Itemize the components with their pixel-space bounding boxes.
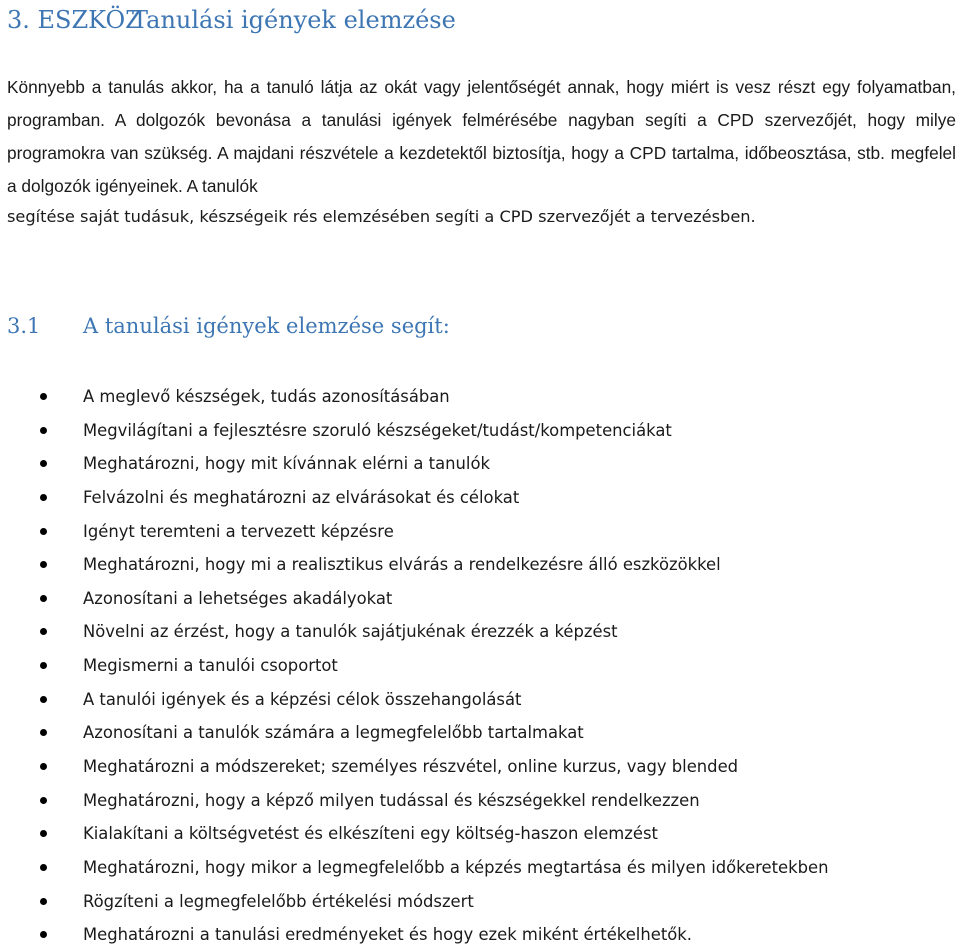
bullet-dot-icon — [40, 628, 47, 635]
bullet-dot-icon — [40, 595, 47, 602]
list-item — [0, 615, 960, 649]
list-item — [0, 750, 960, 784]
list-item — [0, 784, 960, 818]
intro-paragraph: Könnyebb a tanulás akkor, ha a tanuló látja az okát vagy jelentőségét annak, hogy miért is vesz részt egy folyamatban, programban. A dolgozók bevonása a tanulási igények felmérésébe nagyban segíti a CPD szervezőjét, hogy milye programokra van szükség. A majdani részvétele a kezdetektől biztosítja, hogy a CPD tartalma, időbeosztása, stb. megfelel a dolgozók igényeinek. A tanulók — [7, 77, 956, 196]
list-item-text: A tanulói igények és a képzési célok összehangolását — [83, 689, 522, 709]
list-item-text: Meghatározni a módszereket; személyes részvétel, online kurzus, vagy blended — [83, 757, 739, 777]
bullet-dot-icon — [40, 931, 47, 938]
bullet-dot-icon — [40, 528, 47, 535]
list-item-text: Növelni az érzést, hogy a tanulók sajátjukénak érezzék a képzést — [83, 622, 618, 642]
list-item-text: Azonosítani a tanulók számára a legmegfelelőbb tartalmakat — [83, 723, 584, 743]
bullet-dot-icon — [40, 797, 47, 804]
list-item-text: Meghatározni, hogy mi a realisztikus elvárás a rendelkezésre álló eszközökkel — [83, 555, 721, 575]
bullet-list — [0, 380, 960, 952]
list-item — [0, 851, 960, 885]
list-item — [0, 817, 960, 851]
bullet-dot-icon — [40, 696, 47, 703]
list-item — [0, 582, 960, 616]
list-item-text: Felvázolni és meghatározni az elvárásokat és célokat — [83, 487, 520, 507]
bullet-dot-icon — [40, 561, 47, 568]
list-item — [0, 683, 960, 717]
list-item — [0, 380, 960, 414]
list-item — [0, 885, 960, 919]
list-item-text: Igényt teremteni a tervezett képzésre — [83, 521, 394, 541]
list-item-text: Megismerni a tanulói csoportot — [83, 656, 338, 676]
list-item — [0, 414, 960, 448]
bullet-dot-icon — [40, 494, 47, 501]
sub-heading-number: 3.1 — [7, 314, 41, 338]
list-item — [0, 918, 960, 952]
list-item-text: Azonosítani a lehetséges akadályokat — [83, 588, 393, 608]
bullet-dot-icon — [40, 427, 47, 434]
list-item — [0, 515, 960, 549]
list-item-text: Meghatározni, hogy mit kívánnak elérni a tanulók — [83, 454, 491, 474]
list-item-text: Kialakítani a költségvetést és elkészíteni egy költség-haszon elemzést — [83, 824, 658, 844]
bullet-dot-icon — [40, 898, 47, 905]
main-heading-number: 3. ESZKÖZ — [7, 6, 142, 34]
sub-heading-title: A tanulási igények elemzése segít: — [83, 314, 450, 338]
bullet-dot-icon — [40, 763, 47, 770]
list-item-text: Meghatározni, hogy mikor a legmegfelelőbb a képzés megtartása és milyen időkeretekben — [83, 857, 829, 877]
list-item-text: Meghatározni a tanulási eredményeket és hogy ezek miként értékelhetők. — [83, 925, 692, 945]
list-item-text: Rögzíteni a legmegfelelőbb értékelési módszert — [83, 891, 474, 911]
intro-paragraph-last-line: segítése saját tudásuk, készségeik rés elemzésében segíti a CPD szervezőjét a tervezésben. — [7, 207, 756, 226]
main-heading — [7, 2, 456, 38]
bullet-dot-icon — [40, 830, 47, 837]
bullet-dot-icon — [40, 662, 47, 669]
sub-heading — [7, 308, 450, 344]
list-item-text: Meghatározni, hogy a képző milyen tudással és készségekkel rendelkezzen — [83, 790, 700, 810]
main-heading-title: Tanulási igények elemzése — [132, 6, 456, 34]
list-item — [0, 649, 960, 683]
list-item — [0, 481, 960, 515]
bullet-dot-icon — [40, 460, 47, 467]
list-item — [0, 447, 960, 481]
bullet-dot-icon — [40, 864, 47, 871]
bullet-dot-icon — [40, 729, 47, 736]
list-item — [0, 716, 960, 750]
list-item-text: Megvilágítani a fejlesztésre szoruló készségeket/tudást/kompetenciákat — [83, 420, 672, 440]
bullet-dot-icon — [40, 393, 47, 400]
list-item — [0, 548, 960, 582]
list-item-text: A meglevő készségek, tudás azonosításában — [83, 387, 450, 406]
